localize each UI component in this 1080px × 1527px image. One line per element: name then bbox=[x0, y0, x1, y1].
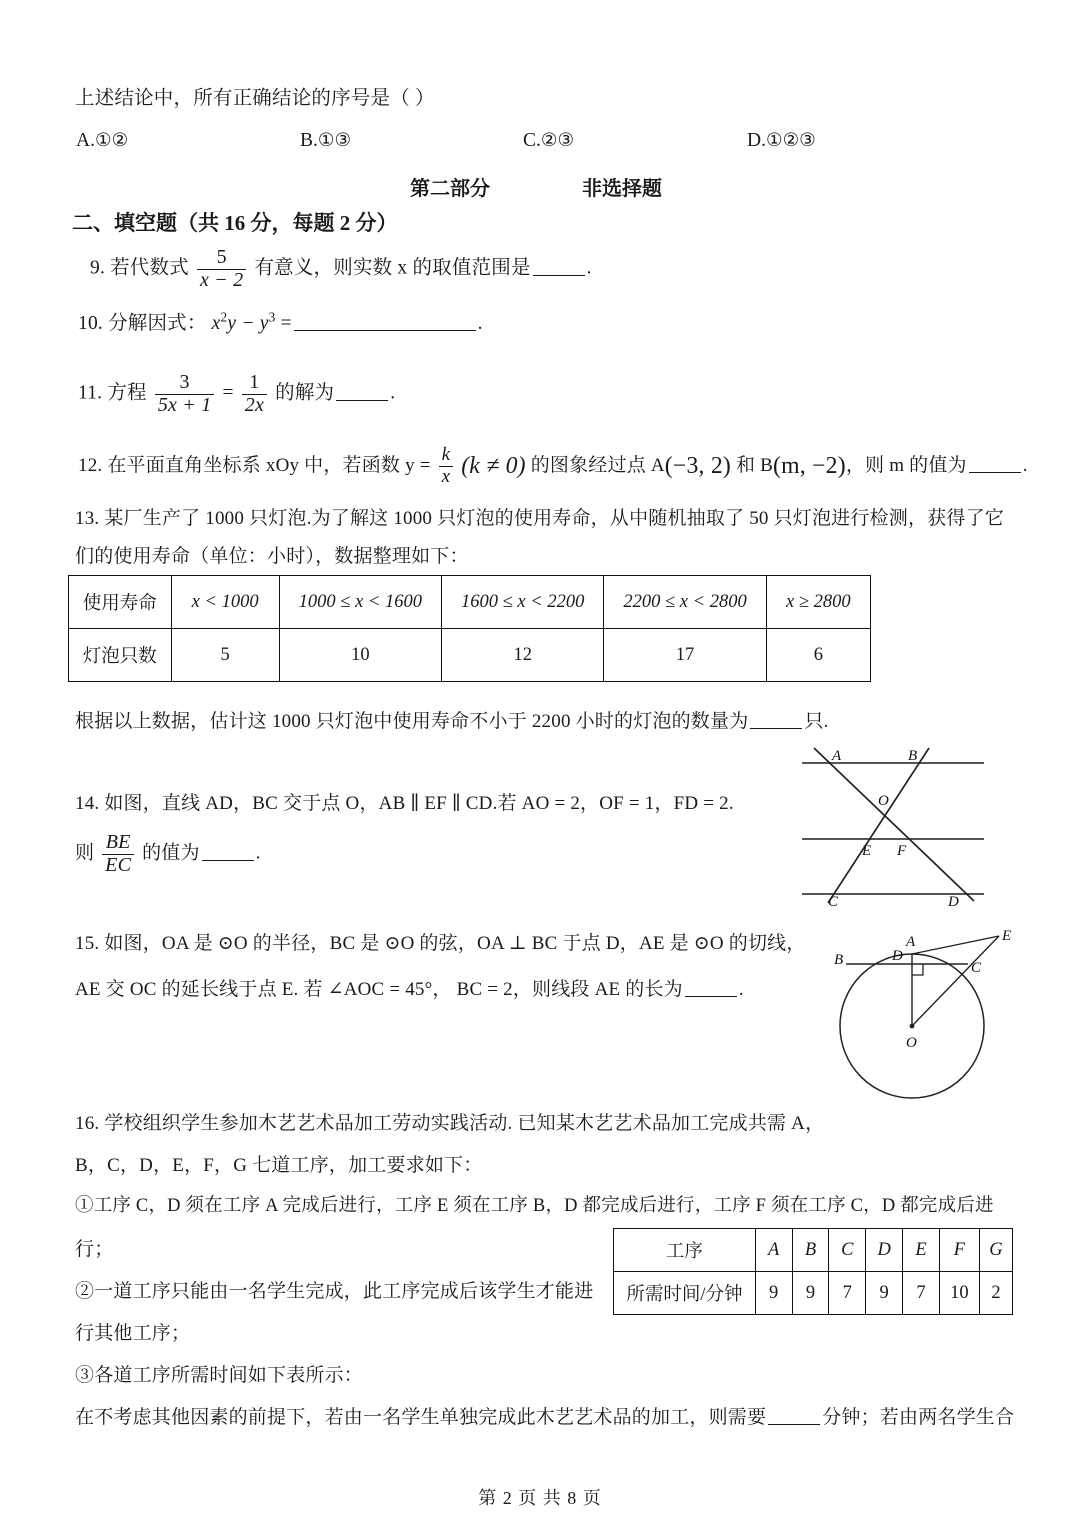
question-15-line-1 bbox=[75, 930, 806, 958]
time-cell-d: 9 bbox=[866, 1272, 903, 1315]
figure-label-a: A bbox=[832, 748, 842, 764]
question-12-condition: (k ≠ 0) bbox=[461, 452, 526, 479]
figure-label-d: D bbox=[948, 894, 959, 908]
question-15-figure bbox=[828, 916, 1040, 1108]
question-11-lhs-denominator: 5x + 1 bbox=[155, 394, 215, 417]
process-cell-e: E bbox=[903, 1229, 940, 1272]
table-row-processes bbox=[614, 1229, 1013, 1272]
time-cell-f: 10 bbox=[939, 1272, 979, 1315]
question-11 bbox=[78, 372, 395, 416]
question-12 bbox=[78, 445, 1028, 487]
figure-label-e: E bbox=[1002, 928, 1012, 944]
question-9-fraction bbox=[197, 247, 246, 291]
choice-d[interactable] bbox=[747, 130, 816, 152]
question-12-point-b: (m, −2) bbox=[773, 452, 846, 479]
choice-d-text: ①②③ bbox=[765, 130, 816, 151]
question-10-expr-b-exponent: 3 bbox=[268, 309, 276, 325]
segment-oe bbox=[912, 936, 999, 1026]
section-title-fill-in-blank: 二、填空题（共 16 分，每题 2 分） bbox=[72, 211, 398, 235]
question-12-period: . bbox=[1022, 455, 1028, 477]
count-cell-4: 17 bbox=[604, 629, 766, 682]
count-cell-3: 12 bbox=[442, 629, 604, 682]
question-11-equals: = bbox=[222, 382, 234, 404]
interval-cell-5: x ≥ 2800 bbox=[766, 576, 870, 629]
question-13-answer-blank[interactable] bbox=[750, 713, 802, 729]
question-14-text-after: 的值为 bbox=[142, 842, 200, 864]
question-12-fraction-numerator: k bbox=[441, 444, 451, 465]
choice-c[interactable] bbox=[523, 130, 574, 152]
question-13-conclusion bbox=[75, 708, 829, 736]
question-10-period: . bbox=[477, 313, 483, 334]
figure-label-c: C bbox=[971, 960, 982, 976]
table-row-intervals bbox=[69, 576, 871, 629]
choice-c-key: C. bbox=[523, 130, 541, 151]
figure-label-o: O bbox=[878, 793, 889, 809]
question-15-period: . bbox=[738, 979, 744, 1000]
question-14-fraction-numerator: BE bbox=[105, 831, 131, 853]
question-9-text-after: 有意义，则实数 x 的取值范围是 bbox=[254, 257, 531, 279]
interval-cell-3: 1600 ≤ x < 2200 bbox=[442, 576, 604, 629]
transversal-ad bbox=[814, 748, 974, 901]
process-cell-f: F bbox=[939, 1229, 979, 1272]
question-9-number: 9. bbox=[90, 257, 106, 279]
question-11-rhs-numerator: 1 bbox=[249, 371, 260, 393]
choice-a-key: A. bbox=[76, 130, 95, 151]
carryover-question-stem: 上述结论中，所有正确结论的序号是（ ） bbox=[75, 88, 435, 109]
time-cell-e: 7 bbox=[903, 1272, 940, 1315]
question-15-line-2 bbox=[75, 976, 744, 1004]
question-14-fraction-denominator: EC bbox=[102, 854, 134, 877]
question-16-condition-3: ③各道工序所需时间如下表所示： bbox=[75, 1365, 364, 1386]
question-10-expr-a-exponent: 2 bbox=[220, 309, 228, 325]
question-14-text-1: 如图，直线 AD，BC 交于点 O，AB ∥ EF ∥ CD.若 AO = 2，OF = 1，FD = 2. bbox=[104, 793, 734, 814]
interval-cell-1: x < 1000 bbox=[171, 576, 279, 629]
table-header-required-time: 所需时间/分钟 bbox=[614, 1272, 756, 1315]
question-14-answer-blank[interactable] bbox=[202, 845, 254, 861]
question-13-number: 13. bbox=[75, 508, 100, 529]
question-14-fraction bbox=[102, 832, 134, 876]
question-12-text-7: ，则 m 的值为 bbox=[845, 455, 967, 477]
figure-label-b: B bbox=[834, 952, 844, 968]
question-12-text-5: 和 B bbox=[735, 455, 774, 477]
question-14-figure bbox=[796, 738, 1016, 908]
interval-cell-2: 1000 ≤ x < 1600 bbox=[279, 576, 441, 629]
choice-b-text: ①③ bbox=[317, 130, 352, 151]
question-11-text-after: 的解为 bbox=[275, 382, 335, 404]
question-11-lhs-numerator: 3 bbox=[179, 371, 190, 393]
choice-b[interactable] bbox=[300, 130, 351, 152]
choice-a-text: ①② bbox=[94, 130, 129, 151]
question-12-text-1: 在平面直角坐标系 xOy 中，若函数 y = bbox=[107, 455, 431, 477]
choice-d-key: D. bbox=[747, 130, 766, 151]
question-12-fraction bbox=[439, 445, 454, 487]
time-cell-c: 7 bbox=[829, 1272, 866, 1315]
figure-label-f: F bbox=[897, 843, 907, 859]
question-10-answer-blank[interactable] bbox=[294, 315, 476, 331]
question-9-fraction-numerator: 5 bbox=[216, 246, 227, 268]
question-14-line-1 bbox=[75, 790, 734, 818]
part-heading-left: 第二部分 bbox=[410, 178, 490, 200]
question-13-conclusion-after: 只. bbox=[804, 711, 829, 732]
process-cell-c: C bbox=[829, 1229, 866, 1272]
interval-cell-4: 2200 ≤ x < 2800 bbox=[604, 576, 766, 629]
figure-label-b: B bbox=[908, 748, 918, 764]
segment-ae bbox=[912, 936, 999, 954]
question-11-period: . bbox=[390, 382, 396, 404]
question-16-answer-blank[interactable] bbox=[768, 1409, 820, 1425]
question-16-final-mid: 分钟；若由两名学生合 bbox=[822, 1407, 1015, 1428]
choice-c-text: ②③ bbox=[540, 130, 575, 151]
table-header-bulb-count: 灯泡只数 bbox=[69, 629, 172, 682]
question-13-conclusion-before: 根据以上数据，估计这 1000 只灯泡中使用寿命不小于 2200 小时的灯泡的数量为 bbox=[75, 711, 749, 732]
process-cell-a: A bbox=[755, 1229, 792, 1272]
process-time-table bbox=[613, 1228, 1013, 1315]
question-12-point-a: (−3, 2) bbox=[664, 452, 732, 479]
question-12-text-3: 的图象经过点 A bbox=[530, 455, 665, 477]
question-12-answer-blank[interactable] bbox=[969, 457, 1021, 473]
question-13-text-1: 某厂生产了 1000 只灯泡.为了解这 1000 只灯泡的使用寿命，从中随机抽取了 50 只灯泡进行检测，获得了它 bbox=[104, 508, 1004, 529]
question-10 bbox=[78, 310, 483, 338]
question-11-number: 11. bbox=[78, 382, 103, 404]
figure-label-d: D bbox=[892, 948, 903, 964]
question-16-text-1: 学校组织学生参加木艺艺术品加工劳动实践活动. 已知某木艺艺术品加工完成共需 A， bbox=[104, 1113, 825, 1134]
question-10-number: 10. bbox=[78, 313, 103, 334]
question-9-period: . bbox=[586, 257, 592, 279]
question-10-expr-a: x bbox=[211, 313, 221, 334]
question-11-rhs-denominator: 2x bbox=[242, 394, 267, 417]
table-header-process: 工序 bbox=[614, 1229, 756, 1272]
question-11-rhs-fraction bbox=[242, 372, 267, 416]
question-9-answer-blank[interactable] bbox=[533, 260, 585, 276]
choice-a[interactable] bbox=[76, 130, 128, 152]
question-12-fraction-denominator: x bbox=[439, 466, 454, 488]
question-10-equals: = bbox=[280, 313, 292, 334]
question-9 bbox=[90, 247, 592, 291]
question-16-line-1 bbox=[75, 1110, 824, 1138]
question-14-number: 14. bbox=[75, 793, 100, 814]
figure-label-e: E bbox=[862, 843, 872, 859]
question-16-condition-2-cont: 行其他工序； bbox=[75, 1323, 191, 1344]
question-16-condition-1: ①工序 C，D 须在工序 A 完成后进行，工序 E 须在工序 B，D 都完成后进行，工序 F 须在工序 C，D 都完成后进 bbox=[75, 1196, 994, 1216]
question-11-label: 方程 bbox=[107, 382, 147, 404]
question-9-text-before: 若代数式 bbox=[110, 257, 189, 279]
question-14-line-2 bbox=[75, 832, 261, 876]
count-cell-2: 10 bbox=[279, 629, 441, 682]
table-header-lifespan: 使用寿命 bbox=[69, 576, 172, 629]
question-15-number: 15. bbox=[75, 933, 100, 954]
time-cell-g: 2 bbox=[979, 1272, 1012, 1315]
page-footer: 第 2 页 共 8 页 bbox=[478, 1488, 602, 1508]
time-cell-b: 9 bbox=[792, 1272, 829, 1315]
center-point-dot bbox=[910, 1024, 915, 1029]
lifespan-data-table bbox=[68, 575, 871, 682]
question-16-number: 16. bbox=[75, 1113, 100, 1134]
question-15-text-2: AE 交 OC 的延长线于点 E. 若 ∠AOC = 45°， BC = 2，则线段 AE 的长为 bbox=[75, 979, 683, 1000]
question-10-expr-b: y − y bbox=[227, 313, 269, 334]
question-16-condition-2: ②一道工序只能由一名学生完成，此工序完成后该学生才能进 bbox=[75, 1281, 594, 1302]
transversal-cb bbox=[828, 748, 929, 903]
question-10-label: 分解因式： bbox=[108, 313, 207, 334]
part-heading-right: 非选择题 bbox=[582, 178, 662, 200]
table-row-times bbox=[614, 1272, 1013, 1315]
question-12-number: 12. bbox=[78, 455, 103, 477]
question-14-period: . bbox=[255, 842, 261, 864]
process-cell-b: B bbox=[792, 1229, 829, 1272]
time-cell-a: 9 bbox=[755, 1272, 792, 1315]
question-14-text-before: 则 bbox=[75, 842, 95, 864]
question-16-line-2: B，C，D，E，F，G 七道工序，加工要求如下： bbox=[75, 1155, 483, 1176]
count-cell-5: 6 bbox=[766, 629, 870, 682]
choice-b-key: B. bbox=[300, 130, 318, 151]
question-16-final-line bbox=[75, 1404, 1014, 1432]
right-angle-mark bbox=[912, 964, 923, 975]
question-9-fraction-denominator: x − 2 bbox=[197, 269, 246, 292]
question-16-condition-1-cont: 行； bbox=[75, 1239, 114, 1260]
process-cell-g: G bbox=[979, 1229, 1012, 1272]
figure-label-a: A bbox=[906, 934, 916, 950]
question-11-answer-blank[interactable] bbox=[336, 385, 388, 401]
question-13-line-1 bbox=[75, 505, 1004, 533]
question-15-text-1: 如图，OA 是 ⊙O 的半径，BC 是 ⊙O 的弦，OA ⊥ BC 于点 D，AE 是 ⊙O 的切线， bbox=[104, 933, 806, 954]
table-row-counts bbox=[69, 629, 871, 682]
question-11-lhs-fraction bbox=[155, 372, 215, 416]
question-15-answer-blank[interactable] bbox=[685, 981, 737, 997]
question-13-line-2: 们的使用寿命（单位：小时），数据整理如下： bbox=[75, 546, 469, 567]
figure-label-o: O bbox=[906, 1035, 917, 1051]
process-cell-d: D bbox=[866, 1229, 903, 1272]
count-cell-1: 5 bbox=[171, 629, 279, 682]
question-16-final-before: 在不考虑其他因素的前提下，若由一名学生单独完成此木艺艺术品的加工，则需要 bbox=[75, 1407, 767, 1428]
figure-label-c: C bbox=[828, 894, 839, 908]
